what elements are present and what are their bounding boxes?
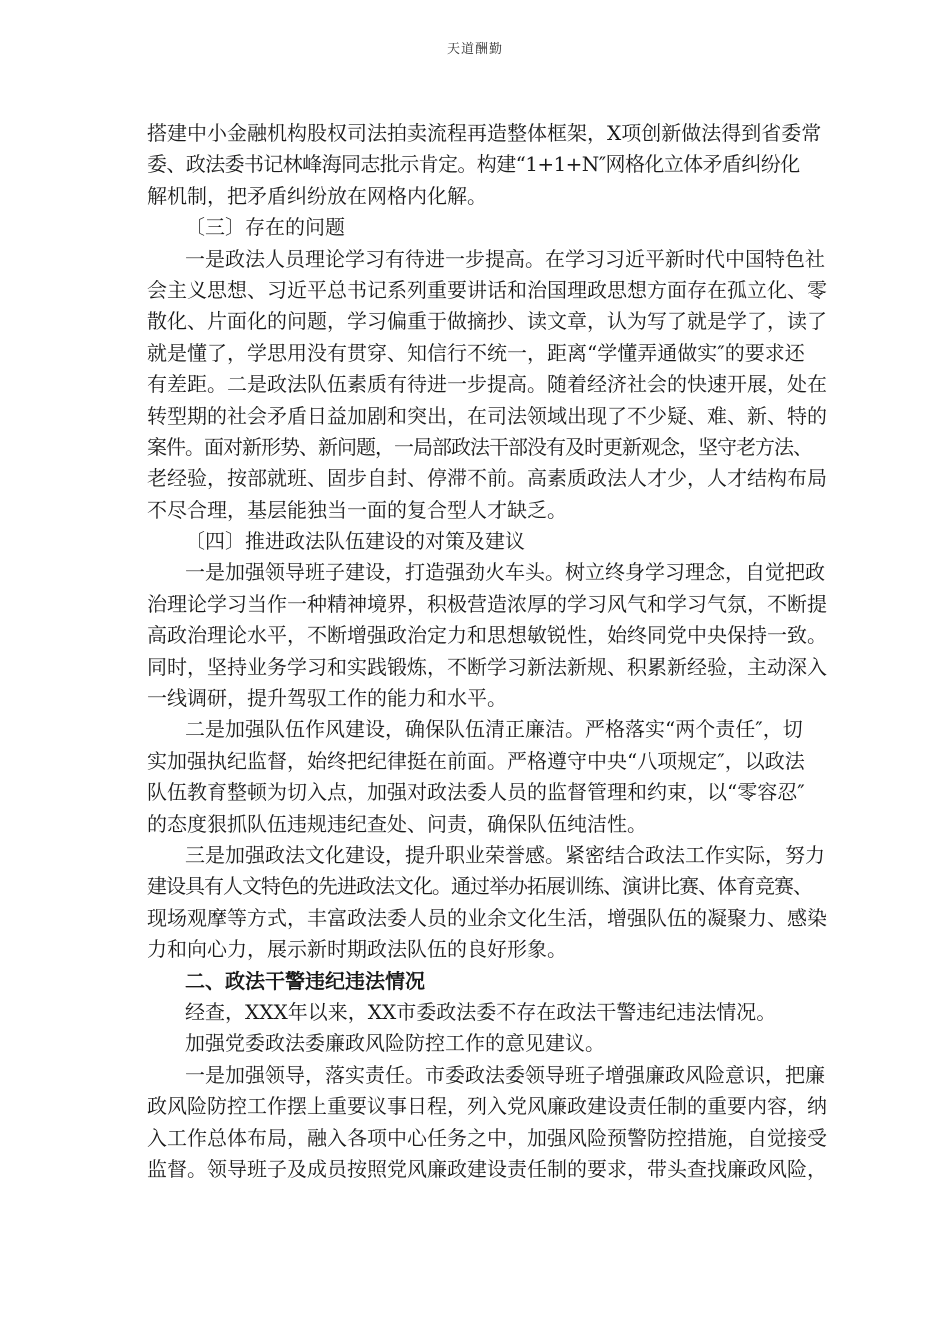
body-line: 力和向心力，展示新时期政法队伍的良好形象。: [147, 937, 567, 962]
document-body: [147, 118, 827, 1185]
body-line: 会主义思想、习近平总书记系列重要讲话和治国理政思想方面存在孤立化、零: [147, 277, 827, 302]
body-line: 治理论学习当作一种精神境界，积极营造浓厚的学习风气和学习气氛，不断提: [147, 591, 827, 616]
body-line: 监督。领导班子及成员按照党风廉政建设责任制的要求，带头查找廉政风险，: [147, 1156, 827, 1181]
section-heading: 〔三〕存在的问题: [185, 215, 345, 240]
body-line: 就是懂了，学思用没有贯穿、知信行不统一，距离“学懂弄通做实″的要求还: [147, 340, 805, 365]
paragraph-start: 三是加强政法文化建设，提升职业荣誉感。紧密结合政法工作实际，努力: [185, 842, 825, 867]
body-line: 现场观摩等方式，丰富政法委人员的业余文化生活，增强队伍的凝聚力、感染: [147, 905, 827, 930]
paragraph-start: 经查，XXX年以来，XX市委政法委不存在政法干警违纪违法情况。: [185, 999, 777, 1024]
body-line: 散化、片面化的问题，学习偏重于做摘抄、读文章，认为写了就是学了，读了: [147, 309, 827, 334]
body-line: 转型期的社会矛盾日益加剧和突出，在司法领域出现了不少疑、难、新、特的: [147, 403, 827, 428]
body-line: 老经验，按部就班、固步自封、停滞不前。高素质政法人才少，人才结构布局: [147, 466, 827, 491]
paragraph-start: 加强党委政法委廉政风险防控工作的意见建议。: [185, 1031, 605, 1056]
body-line: 同时，坚持业务学习和实践锻炼，不断学习新法新规、积累新经验，主动深入: [147, 654, 827, 679]
body-line: 入工作总体布局，融入各项中心任务之中，加强风险预警防控措施，自觉接受: [147, 1125, 827, 1150]
section-heading-bold: 二、政法干警违纪违法情况: [185, 968, 425, 993]
paragraph-start: 一是加强领导班子建设，打造强劲火车头。树立终身学习理念，自觉把政: [185, 560, 825, 585]
body-line: 的态度狠抓队伍违规违纪查处、问责，确保队伍纯洁性。: [147, 811, 647, 836]
body-line: 高政治理论水平，不断增强政治定力和思想敏锐性，始终同党中央保持一致。: [147, 623, 827, 648]
body-line: 一线调研，提升驾驭工作的能力和水平。: [147, 686, 507, 711]
page-header: 天道酬勤: [446, 42, 503, 57]
paragraph-start: 一是政法人员理论学习有待进一步提高。在学习习近平新时代中国特色社: [185, 246, 825, 271]
body-line: 委、政法委书记林峰海同志批示肯定。构建“1+1+N″网格化立体矛盾纠纷化: [147, 152, 800, 177]
paragraph-start: 二是加强队伍作风建设，确保队伍清正廉洁。严格落实“两个责任″，切: [185, 717, 803, 742]
body-line: 解机制，把矛盾纠纷放在网格内化解。: [147, 183, 487, 208]
paragraph-start: 一是加强领导，落实责任。市委政法委领导班子增强廉政风险意识，把廉: [185, 1062, 825, 1087]
body-line: 实加强执纪监督，始终把纪律挺在前面。严格遵守中央“八项规定″，以政法: [147, 748, 805, 773]
body-line: 政风险防控工作摆上重要议事日程，列入党风廉政建设责任制的重要内容，纳: [147, 1094, 827, 1119]
body-line: 不尽合理，基层能独当一面的复合型人才缺乏。: [147, 497, 567, 522]
section-heading: 〔四〕推进政法队伍建设的对策及建议: [185, 529, 525, 554]
body-line: 搭建中小金融机构股权司法拍卖流程再造整体框架，X项创新做法得到省委常: [147, 121, 822, 145]
body-line: 建设具有人文特色的先进政法文化。通过举办拓展训练、演讲比赛、体育竞赛、: [147, 874, 812, 899]
body-line: 队伍教育整顿为切入点，加强对政法委人员的监督管理和约束，以“零容忍″: [147, 780, 805, 805]
body-line: 有差距。二是政法队伍素质有待进一步提高。随着经济社会的快速开展，处在: [147, 372, 827, 397]
body-line: 案件。面对新形势、新问题，一局部政法干部没有及时更新观念，坚守老方法、: [147, 434, 812, 459]
